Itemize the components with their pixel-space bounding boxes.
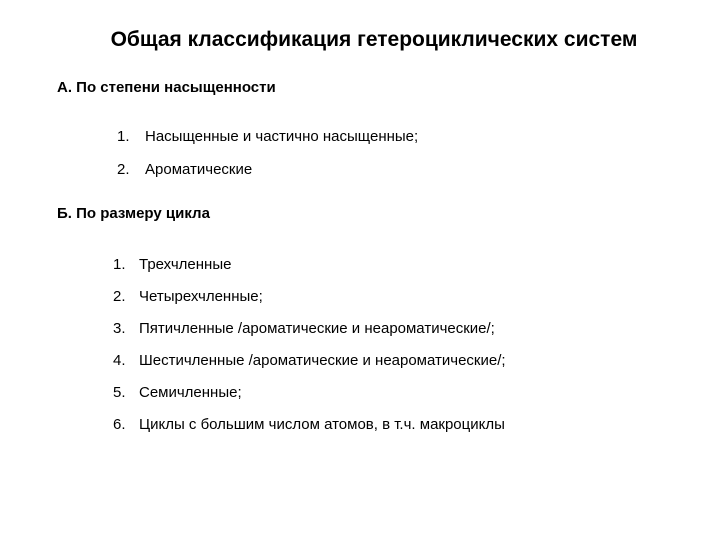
list-item-text: Пятичленные /ароматические и неароматические/; <box>139 320 495 337</box>
section-b-heading: Б. По размеру цикла <box>57 205 210 222</box>
list-item-text: Ароматические <box>145 161 253 178</box>
list-item-number: 1. <box>113 256 126 273</box>
list-item-number: 1. <box>117 128 130 145</box>
list-item-text: Четырехчленные; <box>139 288 263 305</box>
list-item-number: 5. <box>113 384 126 401</box>
list-item-text: Шестичленные /ароматические и неароматические/; <box>139 352 506 369</box>
list-item-number: 2. <box>117 161 130 178</box>
list-item-number: 3. <box>113 320 126 337</box>
list-item-text: Семичленные; <box>139 384 242 401</box>
list-item-text: Насыщенные и частично насыщенные; <box>145 128 419 145</box>
list-item-number: 6. <box>113 416 126 433</box>
section-a-heading: А. По степени насыщенности <box>57 79 276 96</box>
list-item-text: Циклы с большим числом атомов, в т.ч. макроциклы <box>139 416 505 433</box>
list-item-number: 2. <box>113 288 126 305</box>
list-item-number: 4. <box>113 352 126 369</box>
list-item-text: Трехчленные <box>139 256 232 273</box>
slide-title: Общая классификация гетероциклических систем <box>110 28 638 51</box>
